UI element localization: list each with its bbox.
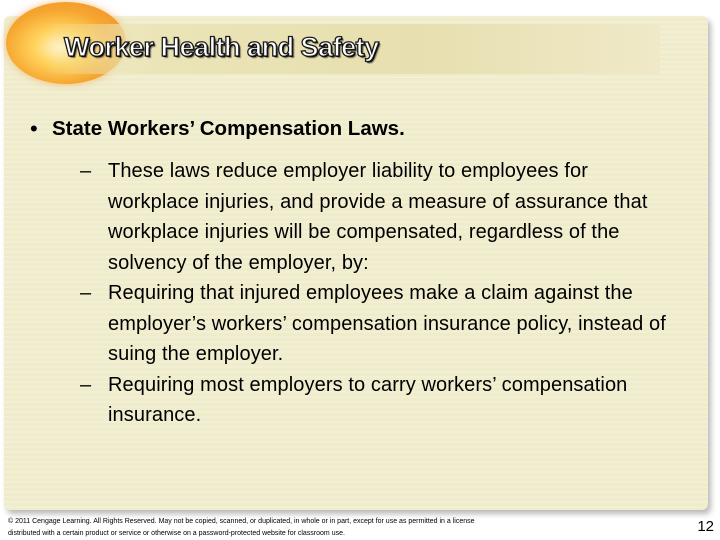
dash-icon: – <box>80 160 92 182</box>
title-bar <box>48 24 660 74</box>
subbullet-item <box>80 278 670 370</box>
subbullet-item <box>80 156 670 278</box>
subbullet-text: These laws reduce employer liability to employees for workplace injuries, and provide a measure of assurance that workplace injuries will be compensated, regardless of the solvency of the employer, by: <box>108 160 648 274</box>
subbullet-item <box>80 370 670 431</box>
copyright-notice: © 2011 Cengage Learning. All Rights Reserved. May not be copied, scanned, or duplicated, in whole or in part, except for use as permitted in a license distributed with a certain product or service or otherwise on a password-protected website for classroom use. <box>8 518 475 537</box>
page-number: 12 <box>697 518 714 535</box>
subbullet-text: Requiring that injured employees make a claim against the employer’s workers’ compensation insurance policy, instead of suing the employer. <box>108 282 666 365</box>
subbullet-text: Requiring most employers to carry workers’ compensation insurance. <box>108 373 628 426</box>
slide-content <box>30 116 680 431</box>
dash-icon: – <box>80 282 92 304</box>
slide-title: Worker Health and Safety <box>64 32 379 62</box>
bullet-dot-icon: • <box>30 116 38 141</box>
dash-icon: – <box>80 373 92 396</box>
main-bullet <box>30 116 680 142</box>
subbullet-list <box>80 156 670 431</box>
main-bullet-text: State Workers’ Compensation Laws. <box>52 117 405 140</box>
